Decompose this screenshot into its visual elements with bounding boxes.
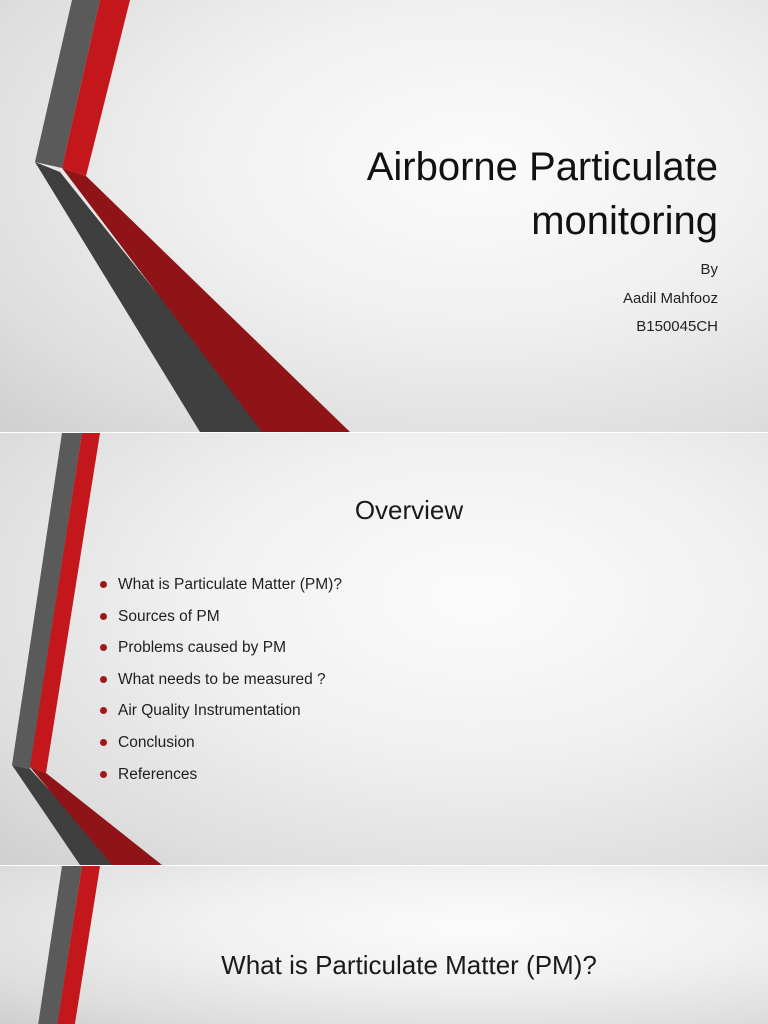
- overview-slide: [0, 433, 768, 865]
- bullet-icon: [100, 771, 107, 778]
- author-name: Aadil Mahfooz: [622, 289, 718, 307]
- pm-definition-slide: [0, 866, 768, 1024]
- bullet-icon: [100, 644, 107, 651]
- list-item: What needs to be measured ?: [100, 664, 342, 696]
- bullet-list: [100, 569, 342, 790]
- bullet-icon: [100, 613, 107, 620]
- title-line-2: monitoring: [531, 199, 718, 243]
- slide-title: Overview: [354, 495, 464, 525]
- byline-by: By: [700, 261, 718, 278]
- list-item: Conclusion: [100, 727, 342, 759]
- slide-title: What is Particulate Matter (PM)?: [221, 950, 597, 980]
- title-line-1: Airborne Particulate: [366, 145, 718, 189]
- title-slide: [0, 0, 768, 432]
- list-item: Sources of PM: [100, 601, 342, 633]
- list-item: Problems caused by PM: [100, 632, 342, 664]
- slide-decoration: [0, 866, 768, 1024]
- list-item: What is Particulate Matter (PM)?: [100, 569, 342, 601]
- presentation-title: [258, 140, 718, 248]
- author-byline: [623, 256, 718, 342]
- author-id: B150045CH: [636, 318, 718, 335]
- bullet-icon: [100, 707, 107, 714]
- bullet-icon: [100, 581, 107, 588]
- list-item: Air Quality Instrumentation: [100, 695, 342, 727]
- bullet-icon: [100, 676, 107, 683]
- bullet-icon: [100, 739, 107, 746]
- list-item: References: [100, 759, 342, 791]
